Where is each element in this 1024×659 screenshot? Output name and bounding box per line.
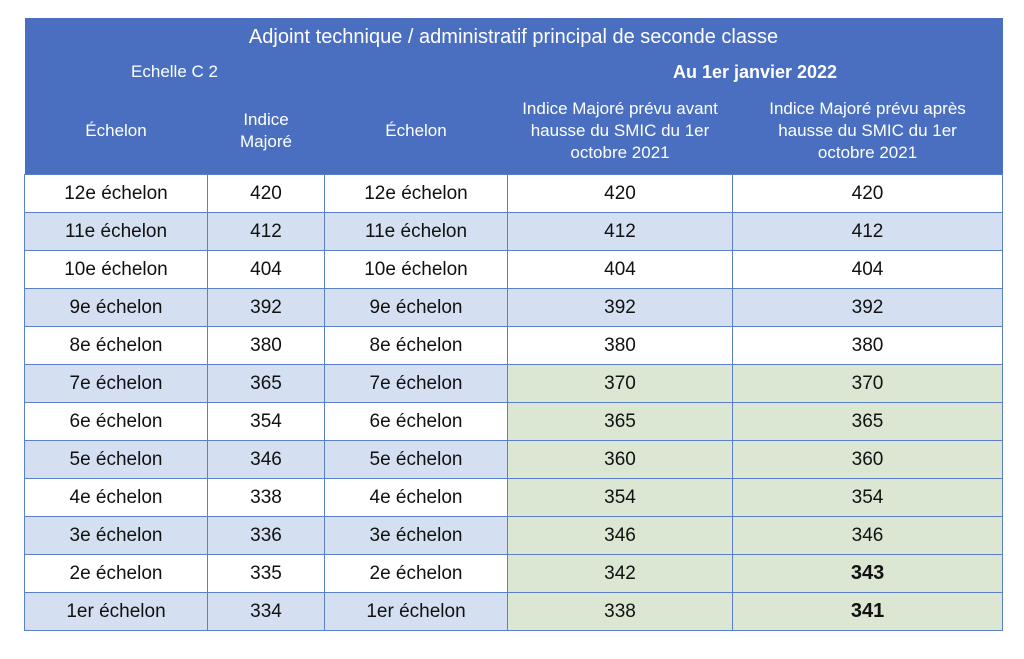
table-row (25, 555, 1003, 593)
cell-echelon-2022: 5e échelon (325, 441, 508, 479)
table-row (25, 517, 1003, 555)
cell-echelon-2022: 12e échelon (325, 175, 508, 213)
table-row (25, 365, 1003, 403)
cell-echelon-2022: 6e échelon (325, 403, 508, 441)
cell-apres: 365 (733, 403, 1003, 441)
cell-echelon: 7e échelon (25, 365, 208, 403)
table-row (25, 175, 1003, 213)
cell-indice: 412 (208, 213, 325, 251)
cell-avant: 346 (508, 517, 733, 555)
cell-indice: 392 (208, 289, 325, 327)
cell-indice: 334 (208, 593, 325, 631)
table-row (25, 403, 1003, 441)
cell-apres: 360 (733, 441, 1003, 479)
table-row (25, 327, 1003, 365)
cell-avant: 404 (508, 251, 733, 289)
cell-apres: 354 (733, 479, 1003, 517)
cell-echelon: 1er échelon (25, 593, 208, 631)
cell-avant: 338 (508, 593, 733, 631)
cell-indice: 336 (208, 517, 325, 555)
cell-echelon-2022: 4e échelon (325, 479, 508, 517)
cell-avant: 354 (508, 479, 733, 517)
cell-echelon-2022: 9e échelon (325, 289, 508, 327)
cell-avant: 420 (508, 175, 733, 213)
cell-avant: 412 (508, 213, 733, 251)
cell-echelon: 12e échelon (25, 175, 208, 213)
date-label: Au 1er janvier 2022 (508, 56, 1003, 88)
cell-echelon: 2e échelon (25, 555, 208, 593)
cell-echelon-2022: 3e échelon (325, 517, 508, 555)
cell-indice: 346 (208, 441, 325, 479)
cell-apres: 420 (733, 175, 1003, 213)
col-header-echelon-2022: Échelon (325, 88, 508, 175)
cell-apres: 412 (733, 213, 1003, 251)
col-header-indice-majore: Indice Majoré (208, 88, 325, 175)
cell-apres: 404 (733, 251, 1003, 289)
cell-avant: 360 (508, 441, 733, 479)
col-header-avant-hausse: Indice Majoré prévu avant hausse du SMIC du 1er octobre 2021 (508, 88, 733, 175)
cell-echelon-2022: 8e échelon (325, 327, 508, 365)
table-title: Adjoint technique / administratif principal de seconde classe (25, 18, 1003, 56)
table-row (25, 441, 1003, 479)
cell-apres: 392 (733, 289, 1003, 327)
col-header-apres-hausse: Indice Majoré prévu après hausse du SMIC du 1er octobre 2021 (733, 88, 1003, 175)
cell-apres: 380 (733, 327, 1003, 365)
cell-echelon: 11e échelon (25, 213, 208, 251)
cell-echelon: 10e échelon (25, 251, 208, 289)
cell-echelon-2022: 1er échelon (325, 593, 508, 631)
cell-echelon: 3e échelon (25, 517, 208, 555)
cell-echelon: 9e échelon (25, 289, 208, 327)
cell-apres: 343 (733, 555, 1003, 593)
scale-label: Echelle C 2 (25, 56, 325, 88)
cell-avant: 370 (508, 365, 733, 403)
cell-avant: 380 (508, 327, 733, 365)
cell-apres: 370 (733, 365, 1003, 403)
cell-echelon-2022: 11e échelon (325, 213, 508, 251)
cell-echelon-2022: 10e échelon (325, 251, 508, 289)
cell-indice: 354 (208, 403, 325, 441)
cell-echelon: 8e échelon (25, 327, 208, 365)
col-header-echelon: Échelon (25, 88, 208, 175)
cell-apres: 346 (733, 517, 1003, 555)
cell-indice: 338 (208, 479, 325, 517)
salary-table-container (24, 18, 1002, 631)
table-row (25, 289, 1003, 327)
cell-avant: 342 (508, 555, 733, 593)
salary-grid-table (24, 18, 1003, 631)
cell-avant: 365 (508, 403, 733, 441)
cell-echelon: 4e échelon (25, 479, 208, 517)
cell-echelon-2022: 7e échelon (325, 365, 508, 403)
cell-indice: 404 (208, 251, 325, 289)
table-row (25, 479, 1003, 517)
table-row (25, 593, 1003, 631)
cell-echelon-2022: 2e échelon (325, 555, 508, 593)
cell-avant: 392 (508, 289, 733, 327)
cell-indice: 420 (208, 175, 325, 213)
table-row (25, 213, 1003, 251)
cell-apres: 341 (733, 593, 1003, 631)
cell-indice: 335 (208, 555, 325, 593)
cell-indice: 380 (208, 327, 325, 365)
cell-echelon: 6e échelon (25, 403, 208, 441)
cell-echelon: 5e échelon (25, 441, 208, 479)
table-row (25, 251, 1003, 289)
cell-indice: 365 (208, 365, 325, 403)
